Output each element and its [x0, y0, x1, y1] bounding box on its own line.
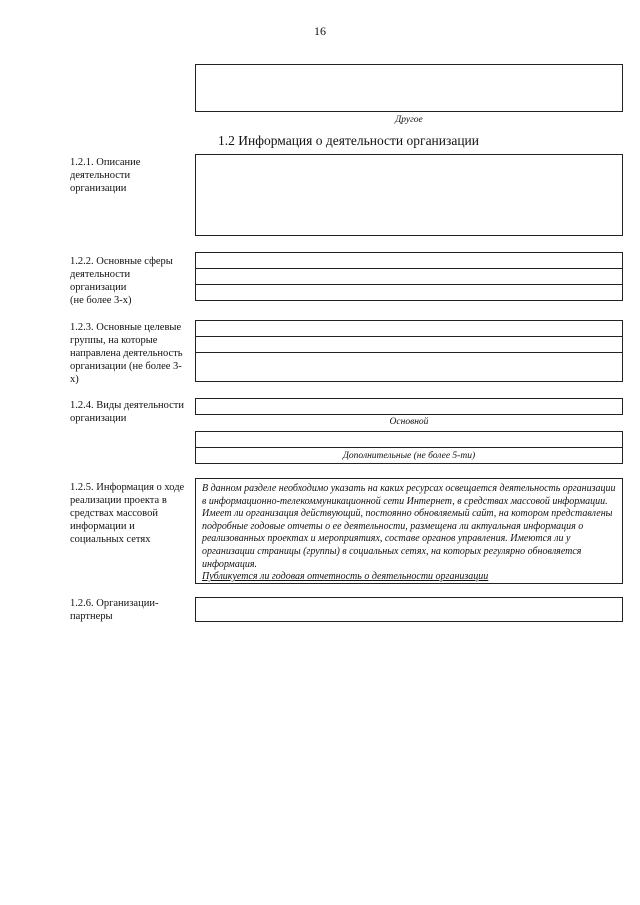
section-heading: 1.2 Информация о деятельности организации	[218, 133, 480, 148]
targets-stack	[195, 320, 623, 382]
sphere-field-2[interactable]	[195, 268, 623, 285]
other-caption: Другое	[395, 115, 423, 125]
sphere-field-1[interactable]	[195, 252, 623, 269]
media-label: 1.2.5. Информация о ходе реализации проекта в средствах массовой информации и социальных сетях	[70, 482, 185, 545]
target-field-2[interactable]	[195, 336, 623, 353]
media-info-text: В данном разделе необходимо указать на каких ресурсах освещается деятельность организации в информационно-телекоммуникационной сети Интернет, в средствах массовой информации. Имеет ли организация действующий, постоянно обновляемый сайт, на котором представлены подробные годовые отчеты о ее деятельности, размещена ли актуальная информация о реализованных проектах и мероприятиях, составе органов управления. Имеются ли у организации страницы (группы) в социальных сетях, на которых регулярно обновляется информация.	[202, 483, 616, 570]
partners-label: 1.2.6. Организации-партнеры	[70, 598, 159, 622]
activity-main-field[interactable]	[195, 398, 623, 415]
activity-additional-field-1[interactable]	[195, 431, 623, 448]
spheres-label: 1.2.2. Основные сферы деятельности организации (не более 3-х)	[70, 256, 173, 306]
activities-label: 1.2.4. Виды деятельности организации	[70, 400, 185, 424]
description-field[interactable]	[195, 154, 623, 236]
spheres-stack	[195, 252, 623, 301]
activity-main-caption: Основной	[389, 417, 429, 427]
target-field-3[interactable]	[195, 352, 623, 382]
targets-label: 1.2.3. Основные целевые группы, на которые направлена деятельность организации (не более 3-х)	[70, 322, 183, 385]
other-field[interactable]	[195, 64, 623, 112]
media-info-box[interactable]	[195, 478, 623, 584]
activity-additional-caption: Дополнительные (не более 5-ти)	[342, 451, 476, 461]
description-label: 1.2.1. Описание деятельности организации	[70, 157, 141, 194]
sphere-field-3[interactable]	[195, 284, 623, 301]
page-number: 16	[314, 24, 326, 38]
partners-field[interactable]	[195, 597, 623, 622]
target-field-1[interactable]	[195, 320, 623, 337]
media-info-text-last: Публикуется ли годовая отчетность о деятельности организации	[202, 571, 489, 583]
